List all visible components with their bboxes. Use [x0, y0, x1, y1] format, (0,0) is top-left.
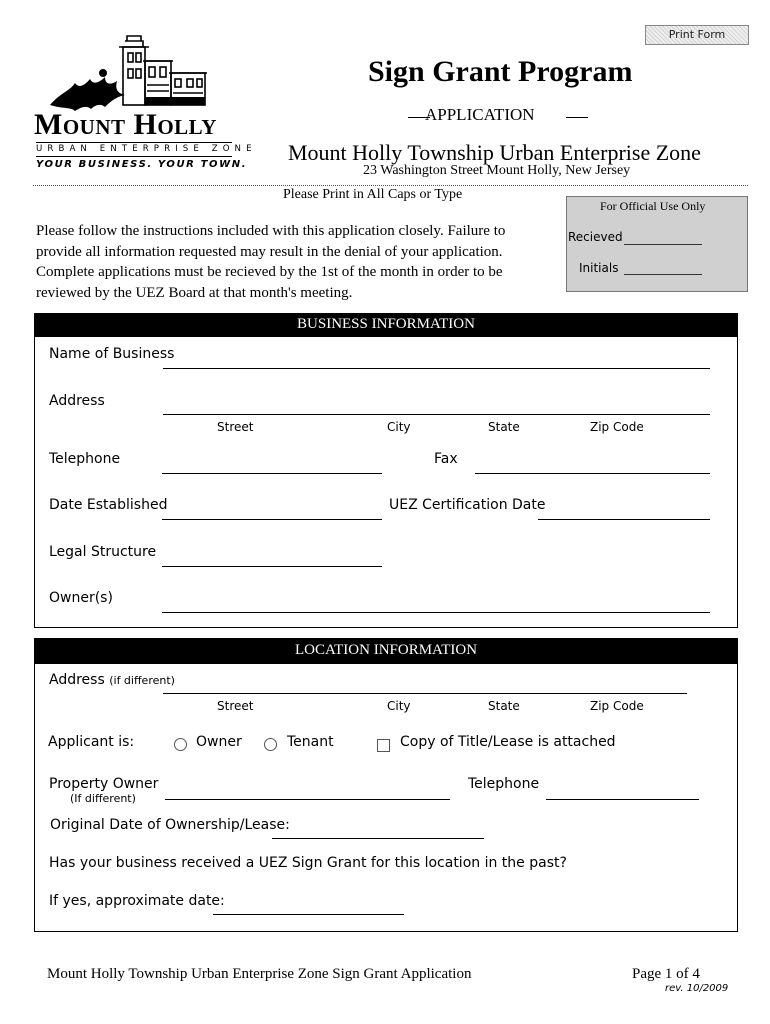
legal-structure-field[interactable]: [162, 566, 382, 567]
mount-holly-logo-icon: [45, 33, 235, 118]
instructions-text: Please follow the instructions included with this application closely. Failure to provide all information requested may result in the denial of your application. Complete applications must be recieved by the 1st of the month in order to be reviewed by the UEZ Board at that month's meeting.: [36, 223, 506, 301]
approximate-date-label: If yes, approximate date:: [49, 893, 225, 909]
business-address-field[interactable]: [163, 414, 710, 415]
page-number: Page 1 of 4: [632, 966, 700, 982]
owner-telephone-field[interactable]: [546, 799, 699, 800]
location-zip-code-label: Zip Code: [590, 699, 644, 713]
revision-date: rev. 10/2009: [665, 983, 729, 994]
zip-code-label: Zip Code: [590, 420, 644, 434]
city-label: City: [387, 420, 411, 434]
uez-certification-date-label: UEZ Certification Date: [389, 497, 546, 513]
received-label: Recieved: [568, 230, 623, 244]
business-name-field[interactable]: [163, 368, 710, 369]
original-date-label: Original Date of Ownership/Lease:: [50, 817, 290, 833]
logo-rule: [36, 142, 232, 143]
original-date-field[interactable]: [272, 838, 484, 839]
business-address-label: Address: [49, 393, 105, 409]
property-owner-note: (If different): [70, 792, 136, 805]
agency-address: 23 Washington Street Mount Holly, New Jersey: [363, 163, 631, 178]
past-grant-question: Has your business received a UEZ Sign Grant for this location in the past?: [49, 855, 567, 871]
owner-radio[interactable]: [174, 738, 187, 751]
owner-telephone-label: Telephone: [468, 776, 540, 792]
date-established-field[interactable]: [162, 519, 382, 520]
logo-rule: [36, 156, 232, 157]
application-label: APPLICATION: [425, 105, 535, 124]
application-rule-right: [566, 117, 588, 118]
state-label: State: [488, 420, 520, 434]
owners-field[interactable]: [162, 612, 710, 613]
property-owner-field[interactable]: [165, 799, 450, 800]
official-use-title: For Official Use Only: [600, 199, 706, 213]
applicant-is-label: Applicant is:: [48, 734, 135, 750]
telephone-field[interactable]: [162, 473, 382, 474]
initials-field[interactable]: [624, 274, 702, 275]
location-address-label: [49, 672, 175, 688]
location-address-label-text: Address: [49, 672, 105, 688]
owner-option-label: Owner: [196, 734, 242, 750]
uez-certification-date-field[interactable]: [538, 519, 710, 520]
logo-subtitle: URBAN ENTERPRISE ZONE: [36, 144, 257, 154]
business-name-label: Name of Business: [49, 346, 175, 362]
print-form-button[interactable]: Print Form: [645, 25, 749, 45]
divider: [33, 185, 748, 186]
page-title: Sign Grant Program: [368, 55, 633, 88]
location-information-heading: LOCATION INFORMATION: [34, 638, 738, 664]
owners-label: Owner(s): [49, 590, 113, 606]
logo-name: Mount Holly: [34, 108, 217, 141]
fax-label: Fax: [434, 451, 458, 467]
date-established-label: Date Established: [49, 497, 168, 513]
telephone-label: Telephone: [49, 451, 121, 467]
location-city-label: City: [387, 699, 411, 713]
approximate-date-field[interactable]: [213, 914, 404, 915]
tenant-radio[interactable]: [264, 738, 277, 751]
copy-title-label: Copy of Title/Lease is attached: [400, 734, 616, 750]
property-owner-label: Property Owner: [49, 776, 159, 792]
logo-tagline: YOUR BUSINESS. YOUR TOWN.: [36, 159, 248, 170]
initials-label: Initials: [579, 261, 619, 275]
agency-name: Mount Holly Township Urban Enterprise Zone: [288, 140, 701, 165]
legal-structure-label: Legal Structure: [49, 544, 157, 560]
print-instruction: Please Print in All Caps or Type: [283, 187, 463, 202]
location-address-field[interactable]: [163, 693, 687, 694]
fax-field[interactable]: [475, 473, 710, 474]
business-information-heading: BUSINESS INFORMATION: [34, 313, 738, 337]
footer-title: Mount Holly Township Urban Enterprise Zone Sign Grant Application: [47, 966, 472, 982]
location-state-label: State: [488, 699, 520, 713]
location-street-label: Street: [217, 699, 254, 713]
location-address-note: (if different): [109, 674, 175, 687]
copy-title-checkbox[interactable]: [377, 739, 390, 752]
street-label: Street: [217, 420, 254, 434]
tenant-option-label: Tenant: [287, 734, 334, 750]
received-field[interactable]: [624, 244, 702, 245]
